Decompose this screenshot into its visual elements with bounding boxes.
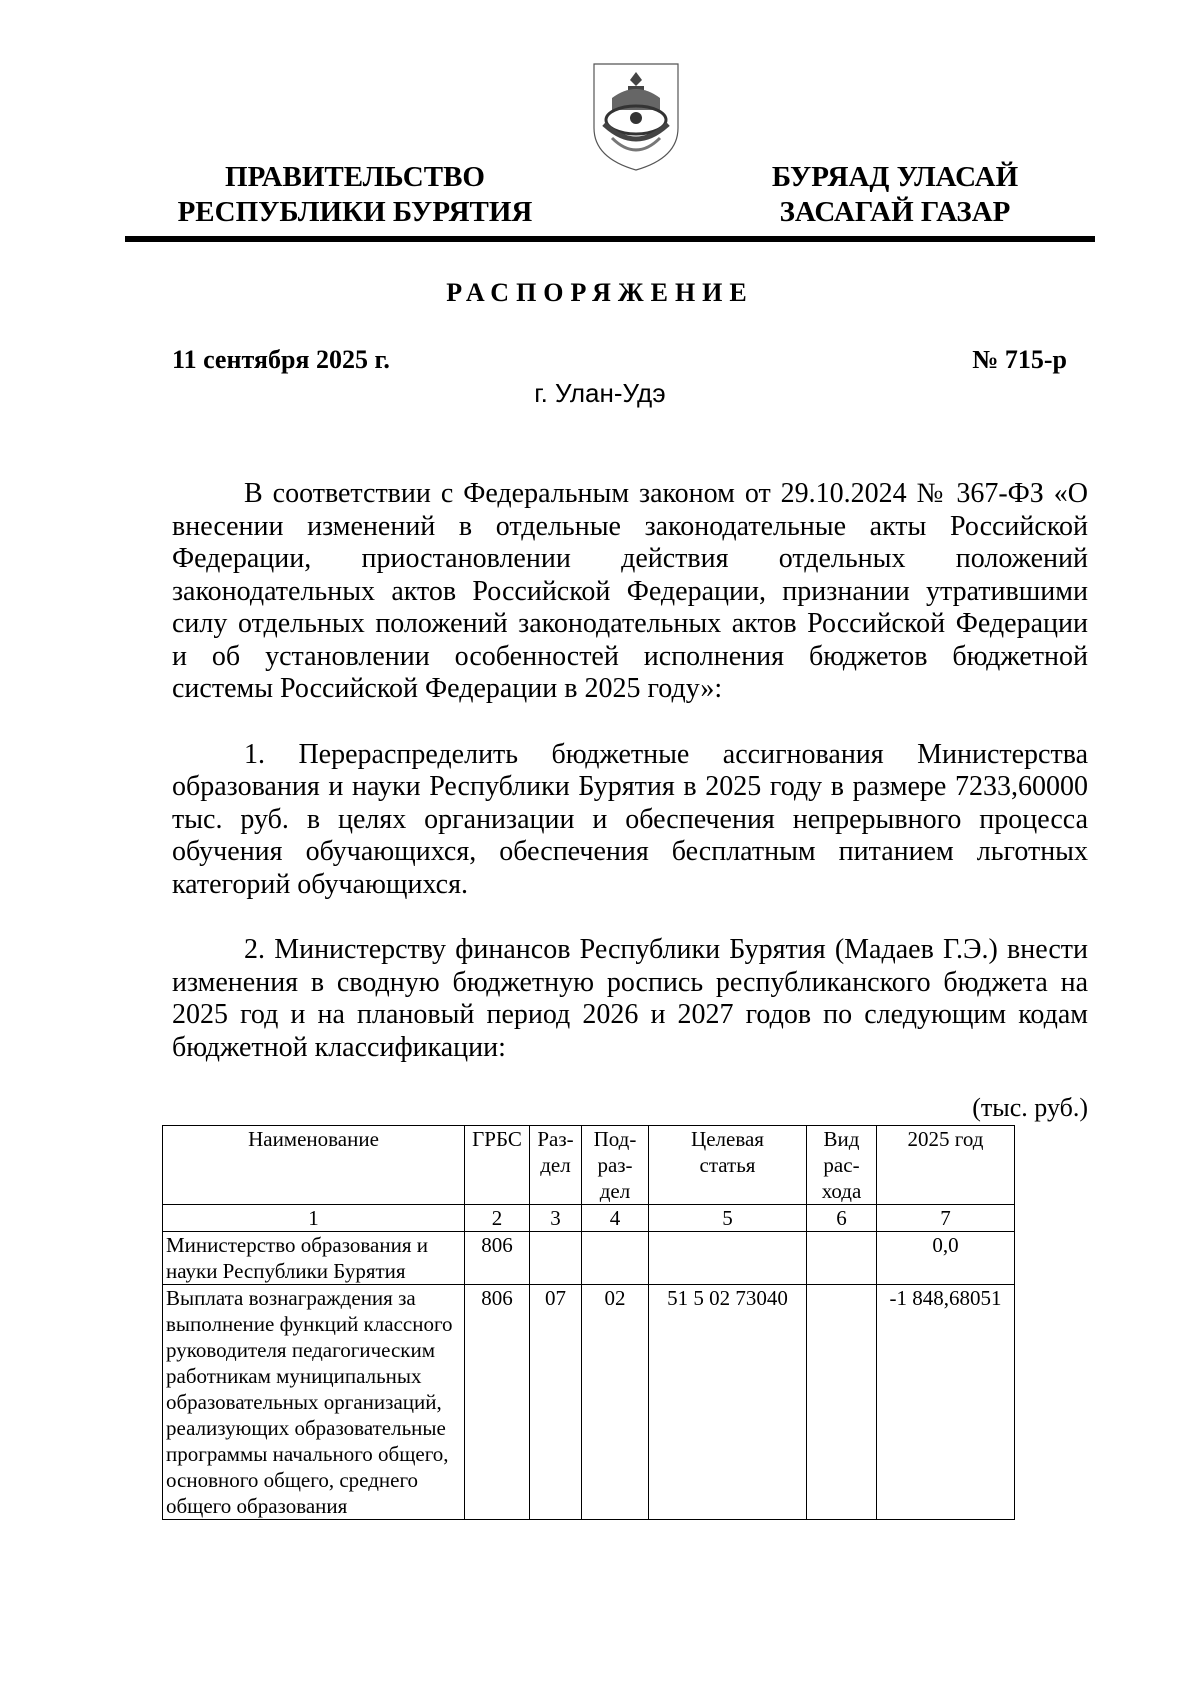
row-razdel: 07 — [530, 1285, 582, 1520]
document-body — [172, 478, 1088, 1097]
document-type: РАСПОРЯЖЕНИЕ — [446, 278, 754, 307]
header-razdel: Раз- дел — [530, 1126, 582, 1205]
header-statya: Целевая статья — [649, 1126, 807, 1205]
row-podrazdel: 02 — [582, 1285, 649, 1520]
col-number: 4 — [582, 1205, 649, 1232]
col-number: 6 — [807, 1205, 877, 1232]
col-number: 7 — [877, 1205, 1015, 1232]
preamble-paragraph: В соответствии с Федеральным законом от 29.10.2024 № 367-ФЗ «О внесении изменений в отдельные законодательные акты Российской Федерации, приостановлении действия отдельных положений законодательных актов Российской Федерации, признании утратившими силу отдельных положений законодательных актов Российской Федерации и об установлении особенностей исполнения бюджетов бюджетной системы Российской Федерации в 2025 году»: — [172, 478, 1088, 704]
row-amount: 0,0 — [877, 1232, 1015, 1285]
table-header-row — [163, 1126, 1015, 1205]
row-podrazdel — [582, 1232, 649, 1285]
col-number: 2 — [465, 1205, 530, 1232]
row-amount: -1 848,68051 — [877, 1285, 1015, 1520]
document-city: г. Улан-Удэ — [534, 378, 666, 408]
row-statya — [649, 1232, 807, 1285]
header-podrazdel: Под- раз- дел — [582, 1126, 649, 1205]
coat-of-arms-icon — [590, 58, 682, 174]
header-vid: Вид рас- хода — [807, 1126, 877, 1205]
clause-2-paragraph: 2. Министерству финансов Республики Бурятия (Мадаев Г.Э.) внести изменения в сводную бюджетную роспись республиканского бюджета на 2025 год и на плановый период 2026 и 2027 годов по следующим кодам бюджетной классификации: — [172, 934, 1088, 1063]
clause-1-paragraph: 1. Перераспределить бюджетные ассигнования Министерства образования и науки Республики Бурятия в 2025 году в размере 7233,60000 тыс. руб. в целях организации и обеспечения непрерывного процесса обучения обучающихся, обеспечения бесплатным питанием льготных категорий обучающихся. — [172, 738, 1088, 900]
row-statya: 51 5 02 73040 — [649, 1285, 807, 1520]
row-razdel — [530, 1232, 582, 1285]
row-name: Министерство образования и науки Республики Бурятия — [163, 1232, 465, 1285]
col-number: 1 — [163, 1205, 465, 1232]
row-grbs: 806 — [465, 1232, 530, 1285]
organization-name-ru: ПРАВИТЕЛЬСТВО РЕСПУБЛИКИ БУРЯТИЯ — [177, 161, 533, 228]
document-date: 11 сентября 2025 г. — [172, 345, 390, 374]
col-number: 5 — [649, 1205, 807, 1232]
row-vid — [807, 1232, 877, 1285]
budget-table — [162, 1125, 1015, 1520]
table-number-row — [163, 1205, 1015, 1232]
header-grbs: ГРБС — [465, 1126, 530, 1205]
row-vid — [807, 1285, 877, 1520]
organization-name-bua: БУРЯАД УЛАСАЙ ЗАСАГАЙ ГАЗАР — [771, 161, 1019, 228]
header-name: Наименование — [163, 1126, 465, 1205]
row-name: Выплата вознаграждения за выполнение функций классного руководителя педагогическим работникам муниципальных образовательных организаций, реализующих образовательные программы начального общего, основного общего, среднего общего образования — [163, 1285, 465, 1520]
table-row — [163, 1232, 1015, 1285]
col-number: 3 — [530, 1205, 582, 1232]
header-divider — [125, 236, 1095, 242]
table-row — [163, 1285, 1015, 1520]
table-unit: (тыс. руб.) — [972, 1093, 1088, 1122]
header-year: 2025 год — [877, 1126, 1015, 1205]
row-grbs: 806 — [465, 1285, 530, 1520]
document-number: № 715-р — [972, 345, 1067, 374]
